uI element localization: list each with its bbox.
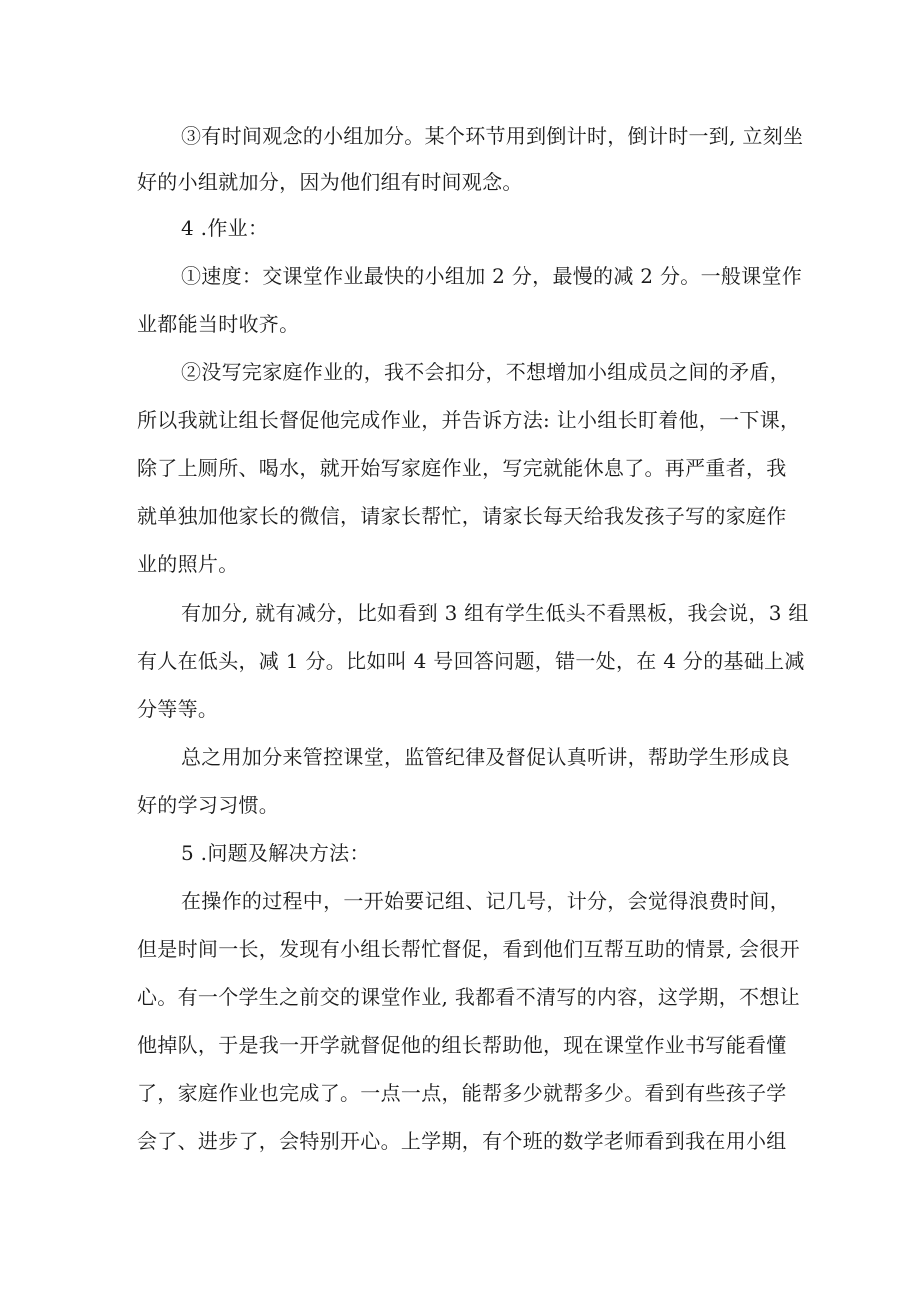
p-process-line-1: 在操作的过程中，一开始要记组、记几号，计分，会觉得浪费时间， [181, 889, 790, 913]
p-unfinished-line-3: 除了上厕所、喝水，就开始写家庭作业，写完就能休息了。再严重者，我 [137, 456, 787, 480]
p-process-line-6: 会了、进步了，会特别开心。上学期，有个班的数学老师看到我在用小组 [137, 1129, 787, 1153]
p-summary-line-1: 总之用加分来管控课堂，监管纪律及督促认真听讲，帮助学生形成良 [181, 745, 790, 769]
p-deduction-line-2: 有人在低头，减 1 分。比如叫 4 号回答问题，错一处，在 4 分的基础上减 [137, 649, 805, 673]
p-summary-line-2: 好的学习习惯。 [137, 793, 280, 817]
p-time-awareness-line-2: 好的小组就加分，因为他们组有时间观念。 [137, 170, 523, 194]
p-time-awareness-line-1: ③有时间观念的小组加分。某个环节用到倒计时，倒计时一到, 立刻坐 [181, 124, 804, 148]
p-process-line-3: 心。有一个学生之前交的课堂作业, 我都看不清写的内容，这学期，不想让 [137, 985, 800, 1009]
p-speed-line-1: ①速度：交课堂作业最快的小组加 2 分，最慢的减 2 分。一般课堂作 [181, 264, 803, 288]
p-unfinished-line-4: 就单独加他家长的微信，请家长帮忙，请家长每天给我发孩子写的家庭作 [137, 504, 787, 528]
p-unfinished-line-1: ②没写完家庭作业的，我不会扣分，不想增加小组成员之间的矛盾， [181, 360, 790, 384]
p-process-line-2: 但是时间一长，发现有小组长帮忙督促，看到他们互帮互助的情景, 会很开 [137, 937, 800, 961]
p-process-line-4: 他掉队，于是我一开学就督促他的组长帮助他，现在课堂作业书写能看懂 [137, 1033, 787, 1057]
p-speed-line-2: 业都能当时收齐。 [137, 312, 300, 336]
heading-problems: 5 .问题及解决方法： [181, 841, 370, 865]
p-unfinished-line-2: 所以我就让组长督促他完成作业，并告诉方法: 让小组长盯着他，一下课， [137, 408, 801, 432]
heading-homework: 4 .作业： [181, 216, 269, 240]
p-deduction-line-1: 有加分, 就有减分，比如看到 3 组有学生低头不看黑板，我会说，3 组 [181, 601, 809, 625]
p-unfinished-line-5: 业的照片。 [137, 552, 239, 576]
p-process-line-5: 了，家庭作业也完成了。一点一点，能帮多少就帮多少。看到有些孩子学 [137, 1081, 787, 1105]
p-deduction-line-3: 分等等。 [137, 697, 219, 721]
